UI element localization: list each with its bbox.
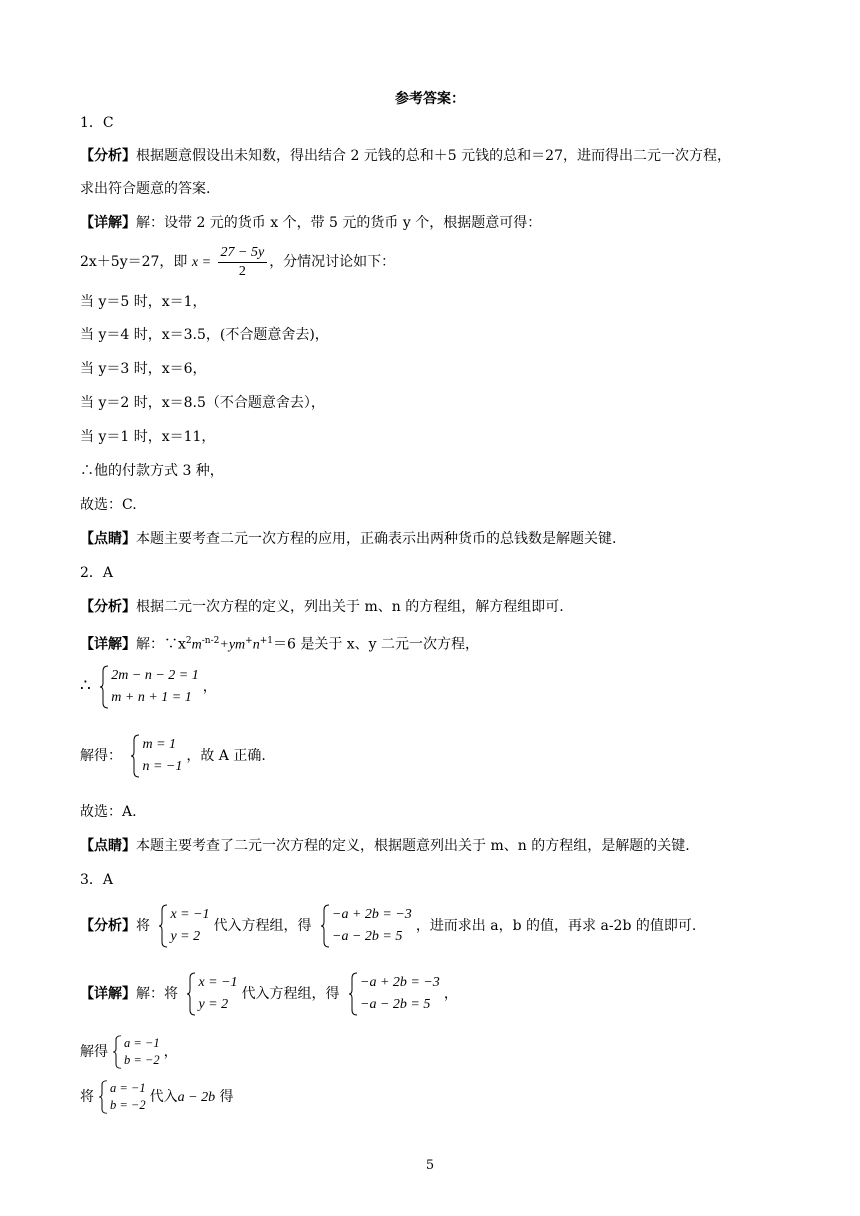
q1-analysis-cont: 求出符合题意的答案. (80, 181, 211, 197)
system-row: −a − 2b = 5 (332, 929, 403, 944)
q1-case-2: 当 y＝4 时，x＝3.5，(不合题意舍去)， (80, 327, 329, 343)
system-row: x = −1 (170, 907, 210, 922)
q2-solution-system (130, 734, 182, 778)
q2-sys-tail: ， (202, 679, 217, 695)
system-row: −a + 2b = −3 (332, 907, 412, 922)
q3-solution-line (80, 1035, 178, 1069)
q3-ab-system (348, 972, 440, 1016)
q1-case-5: 当 y＝1 时，x＝11， (80, 429, 216, 445)
comment-tag: 【点睛】 (80, 531, 136, 547)
q3-sub-expr: a − 2b (177, 1090, 216, 1105)
brace-icon (186, 972, 196, 1016)
q1-conclusion: ∴他的付款方式 3 种， (80, 463, 224, 479)
q3-analysis-post: ，进而求出 a，b 的值，再求 a-2b 的值即可. (415, 918, 697, 934)
q3-detail (80, 972, 458, 1016)
q3-sub-lead: 将 (80, 1089, 94, 1105)
q3-solution-system (112, 1035, 160, 1069)
q2-detail-post: ＝6 是关于 x、y 二元一次方程， (272, 636, 480, 653)
q2-equation-system (99, 665, 198, 709)
system-row: b = −2 (110, 1098, 146, 1112)
comment-tag: 【点睛】 (80, 838, 136, 854)
fraction-numerator: 27 − 5y (218, 244, 268, 263)
q1-eq-tail: ，分情况讨论如下： (269, 254, 396, 270)
q1-fraction (218, 244, 268, 281)
system-row: a = −1 (110, 1081, 146, 1095)
q1-equation (80, 242, 395, 283)
brace-icon (320, 904, 330, 948)
q2-comment-text: 本题主要考查了二元一次方程的定义，根据题意列出关于 m、n 的方程组，是解题的关键. (136, 838, 690, 854)
q1-case-4: 当 y＝2 时，x＝8.5（不合题意舍去）， (80, 395, 325, 411)
system-row: n = −1 (142, 759, 183, 774)
brace-icon (98, 1080, 108, 1114)
q2-m: m (191, 637, 202, 653)
sup-2: -n-2 (201, 636, 220, 646)
q2-system-line (80, 665, 217, 709)
q3-ab-system (320, 904, 412, 948)
sup-3: + (245, 636, 253, 646)
q3-solve-lead: 解得 (80, 1044, 108, 1060)
q2-y: +ym (219, 637, 246, 653)
page-title: 参考答案： (395, 91, 465, 107)
detail-tag: 【详解】 (80, 215, 136, 231)
q3-detail-pre: 解：将 (136, 986, 178, 1002)
system-row: x = −1 (198, 975, 238, 990)
q2-analysis-text: 根据二元一次方程的定义，列出关于 m、n 的方程组，解方程组即可. (136, 599, 564, 615)
q3-sub-tail: 得 (215, 1089, 234, 1105)
q3-analysis-pre: 将 (136, 918, 150, 934)
system-row: b = −2 (124, 1053, 160, 1067)
brace-icon (348, 972, 358, 1016)
q3-xy-system (158, 904, 209, 948)
q2-detail-pre: 解：∵x (136, 636, 186, 653)
system-row: a = −1 (124, 1036, 160, 1050)
q1-comment (80, 529, 616, 549)
q1-analysis-text-1: 根据题意假设出未知数，得出结合 2 元钱的总和＋5 元钱的总和＝27，进而得出二元一次方程， (136, 148, 731, 164)
q1-detail-text: 解：设带 2 元的货币 x 个，带 5 元的货币 y 个，根据题意可得： (136, 215, 542, 231)
system-row: 2m − n − 2 = 1 (111, 668, 199, 683)
system-row: y = 2 (170, 929, 201, 944)
q1-answer: 1．C (80, 115, 114, 131)
q2-detail (80, 631, 479, 656)
brace-icon (158, 904, 168, 948)
system-row: −a + 2b = −3 (360, 975, 440, 990)
q2-solve-tail: ，故 A 正确. (186, 748, 266, 764)
q1-case-3: 当 y＝3 时，x＝6， (80, 361, 207, 377)
detail-tag: 【详解】 (80, 636, 136, 653)
q3-analysis (80, 904, 696, 948)
q2-solve-lead: 解得： (80, 748, 122, 764)
q3-substitute-system (98, 1080, 146, 1114)
sup-4: +1 (259, 636, 273, 646)
therefore-symbol: ∴ (80, 676, 91, 696)
fraction-denominator: 2 (238, 263, 246, 279)
q1-detail (80, 213, 541, 233)
q2-comment (80, 836, 690, 856)
brace-icon (130, 734, 140, 778)
q1-comment-text: 本题主要考查二元一次方程的应用，正确表示出两种货币的总钱数是解题关键. (136, 531, 617, 547)
q2-n: n (252, 637, 260, 653)
analysis-tag: 【分析】 (80, 148, 136, 164)
q2-choice: 故选：A. (80, 804, 137, 820)
q1-choice: 故选：C. (80, 497, 137, 513)
sup-1: 2 (185, 636, 192, 646)
q3-sub-mid: 代入 (149, 1089, 178, 1105)
q1-eq-lead: 2x＋5y＝27，即 (80, 254, 188, 270)
system-row: m = 1 (142, 737, 177, 752)
analysis-tag: 【分析】 (80, 918, 136, 934)
brace-icon (99, 665, 109, 709)
system-row: −a − 2b = 5 (360, 997, 431, 1012)
system-row: m + n + 1 = 1 (111, 690, 192, 705)
q3-analysis-mid: 代入方程组，得 (213, 918, 312, 934)
page-number: 5 (425, 1158, 435, 1173)
q2-analysis (80, 597, 564, 617)
q1-eq-x: x = (191, 255, 212, 270)
brace-icon (112, 1035, 122, 1069)
q3-answer: 3．A (80, 872, 114, 888)
q3-solve-tail: ， (163, 1044, 178, 1060)
q3-detail-post: ， (443, 986, 458, 1002)
q1-analysis (80, 146, 731, 166)
q2-answer: 2．A (80, 565, 114, 581)
q2-solution-line (80, 734, 266, 778)
analysis-tag: 【分析】 (80, 599, 136, 615)
q3-substitute-line (80, 1080, 234, 1114)
q3-detail-mid: 代入方程组，得 (241, 986, 340, 1002)
system-row: y = 2 (198, 997, 229, 1012)
detail-tag: 【详解】 (80, 986, 136, 1002)
q3-xy-system (186, 972, 237, 1016)
q1-case-1: 当 y＝5 时，x＝1， (80, 294, 207, 310)
